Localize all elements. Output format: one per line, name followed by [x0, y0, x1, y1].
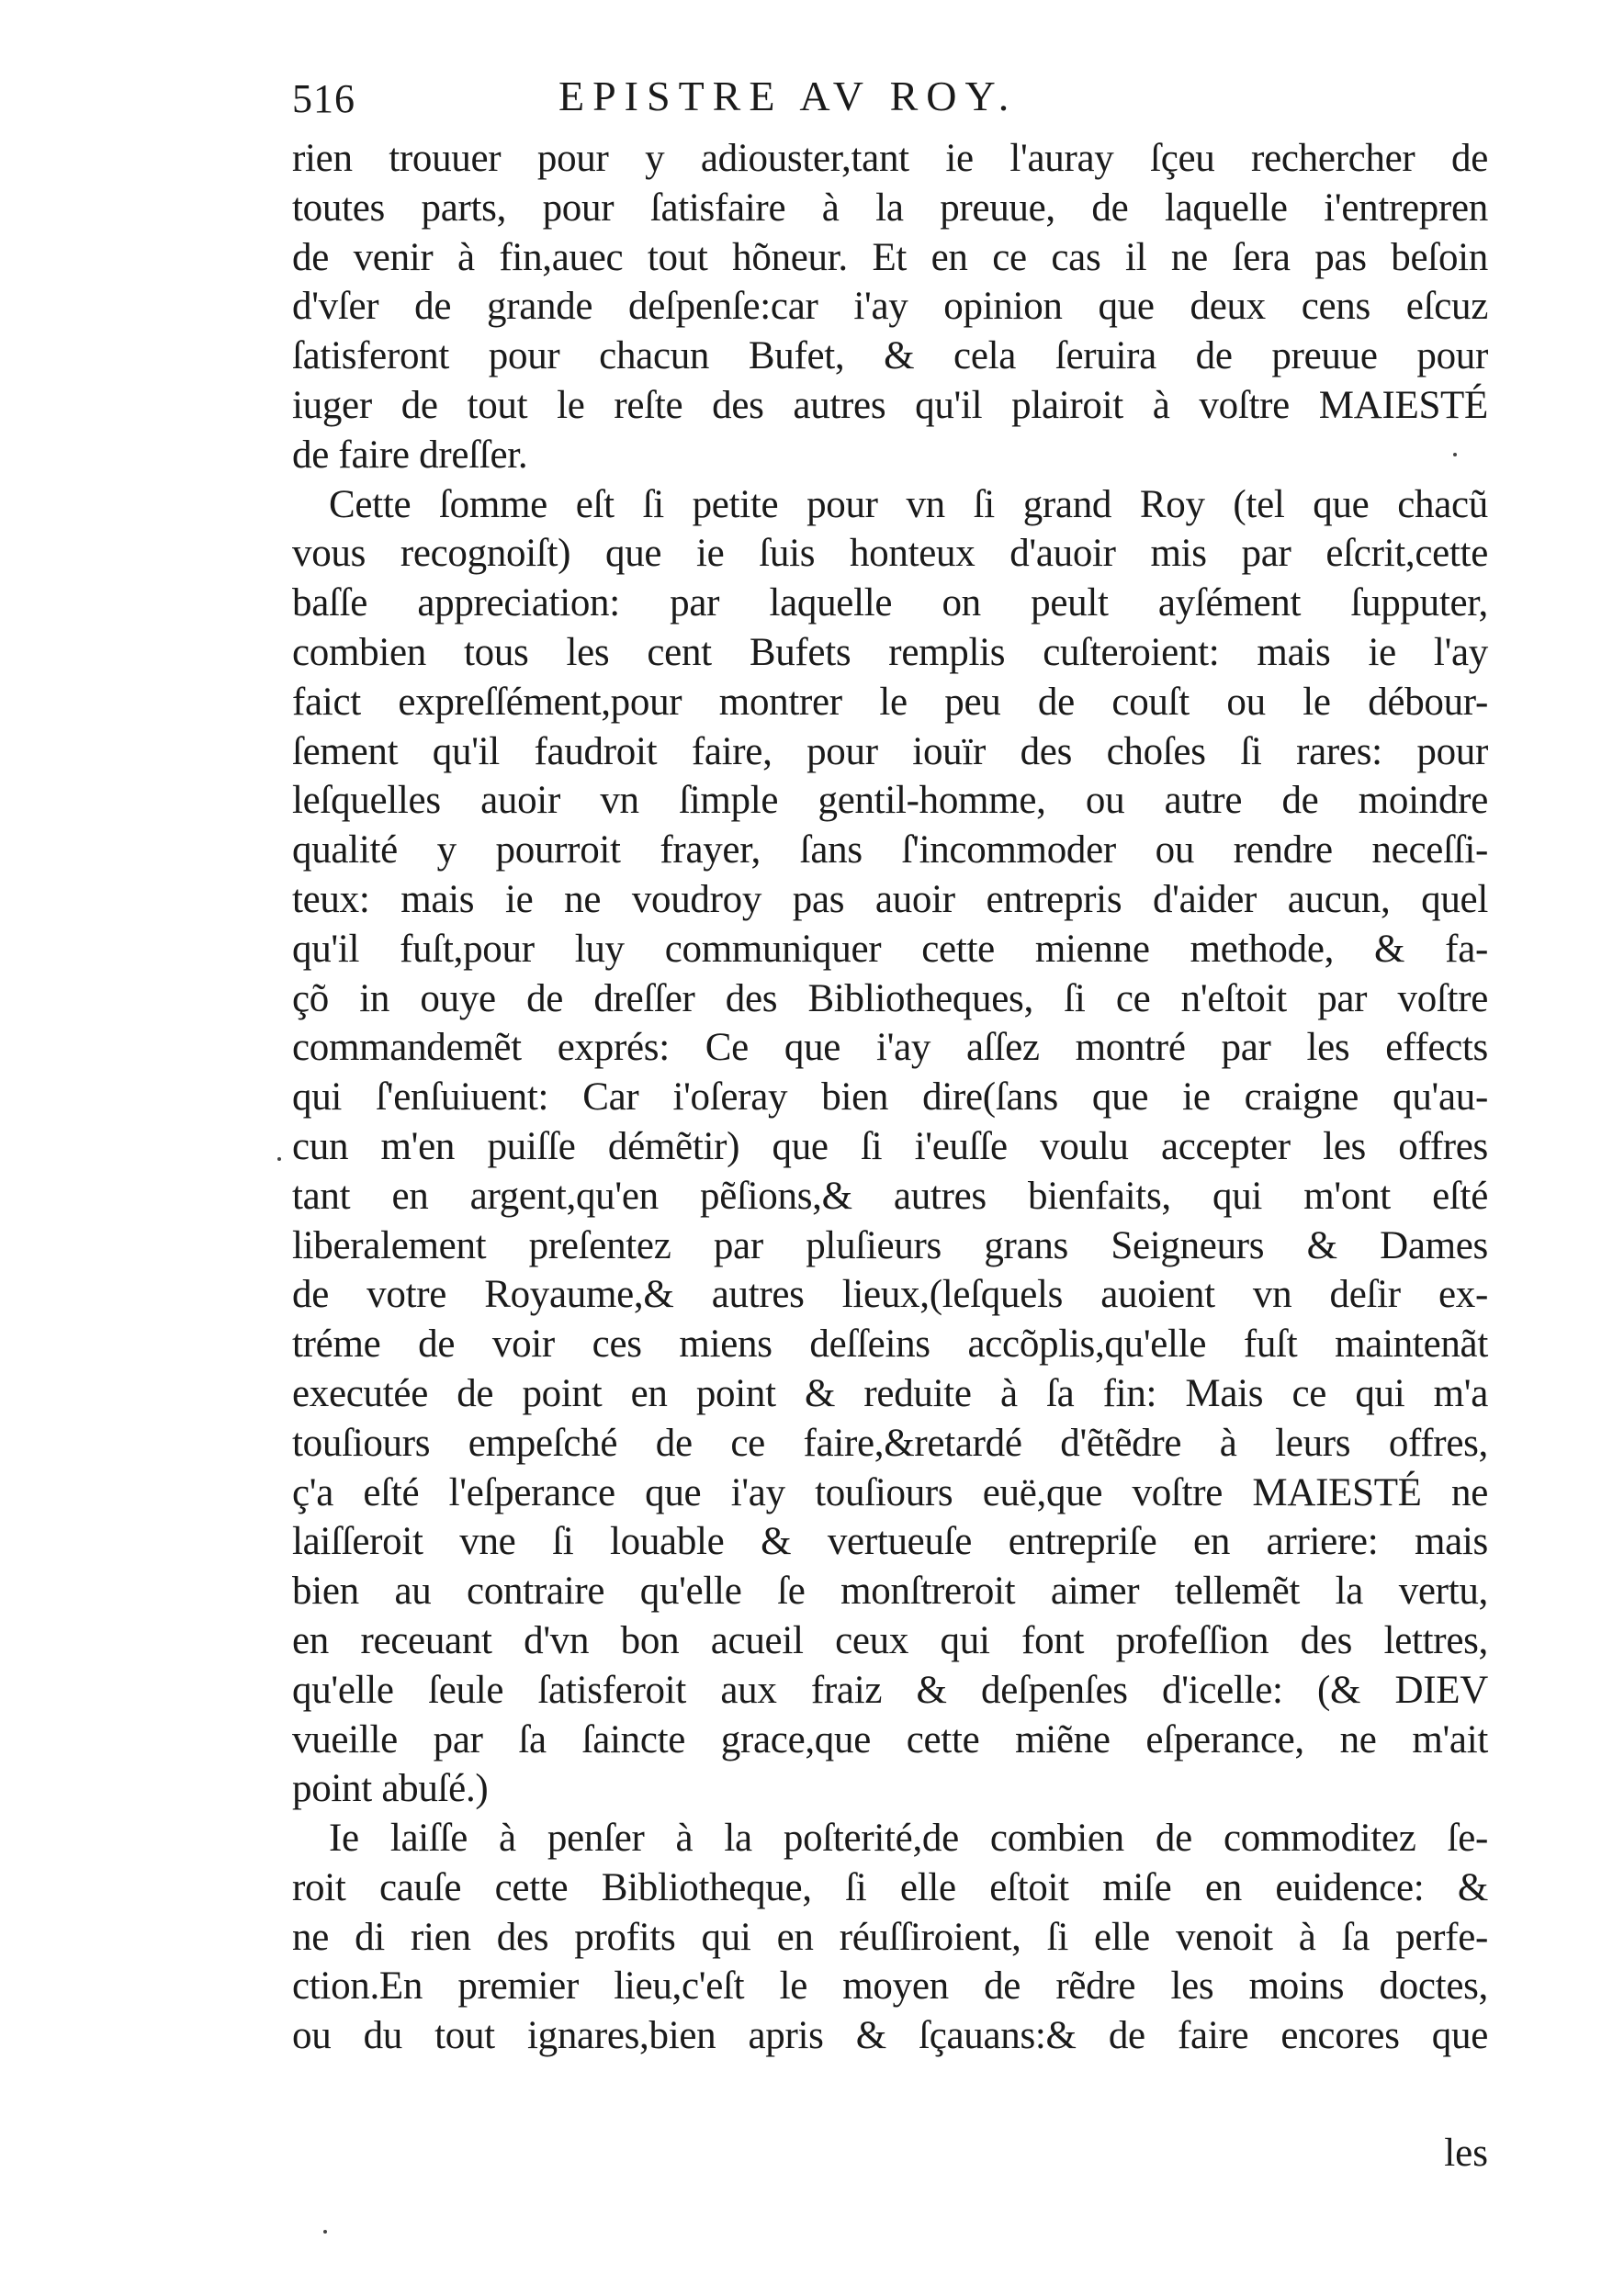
- text-line: qu'il fuſt,pour luy communiquer cette mienne methode, & fa-: [292, 927, 1488, 971]
- text-line: vueille par ſa ſaincte grace,que cette miẽne eſperance, ne m'ait: [292, 1717, 1488, 1761]
- text-line: iuger de tout le reſte des autres qu'il plairoit à voſtre MAIESTÉ: [292, 383, 1488, 427]
- text-line: roit cauſe cette Bibliotheque, ſi elle eſtoit miſe en euidence: &: [292, 1865, 1488, 1909]
- text-line: touſiours empeſché de ce faire,&retardé d'ẽtẽdre à leurs offres,: [292, 1421, 1488, 1465]
- text-line: tant en argent,qu'en pẽſions,& autres bienfaits, qui m'ont eſté: [292, 1174, 1488, 1218]
- text-line: point abuſé.): [292, 1767, 489, 1811]
- paragraph-first-line: Ie laiſſe à penſer à la poſterité,de combien de commoditez ſe-: [329, 1817, 1488, 1861]
- text-line: combien tous les cent Bufets remplis cuſteroient: mais ie l'ay: [292, 630, 1488, 674]
- catchword: les: [1444, 2132, 1488, 2175]
- text-line: qu'elle ſeule ſatisferoit aux fraiz & deſpenſes d'icelle: (& DIEV: [292, 1668, 1488, 1712]
- text-line: de faire dreſſer.: [292, 433, 528, 477]
- text-line: qualité y pourroit frayer, ſans ſ'incommoder ou rendre neceſſi-: [292, 828, 1488, 872]
- text-line: ç'a eſté l'eſperance que i'ay touſiours euë,que voſtre MAIESTÉ ne: [292, 1470, 1488, 1514]
- text-line: en receuant d'vn bon acueil ceux qui font profeſſion des lettres,: [292, 1618, 1488, 1662]
- text-line: toutes parts, pour ſatisfaire à la preuue, de laquelle i'entrepren: [292, 186, 1488, 230]
- text-line: de votre Royaume,& autres lieux,(leſquels auoient vn deſir ex-: [292, 1273, 1488, 1317]
- text-line: commandemẽt exprés: Ce que i'ay aſſez montré par les effects: [292, 1026, 1488, 1070]
- text-line: teux: mais ie ne voudroy pas auoir entrepris d'aider aucun, quel: [292, 877, 1488, 921]
- text-line: ou du tout ignares,bien apris & ſçauans:& de faire encores que: [292, 2014, 1488, 2058]
- text-line: d'vſer de grande deſpenſe:car i'ay opinion que deux cens eſcuz: [292, 285, 1488, 329]
- page-header: [292, 72, 1486, 136]
- running-head: EPISTRE AV ROY.: [558, 73, 1018, 119]
- text-line: tréme de voir ces miens deſſeins accõplis,qu'elle fuſt maintenãt: [292, 1322, 1488, 1367]
- text-line: liberalement preſentez par pluſieurs grans Seigneurs & Dames: [292, 1223, 1488, 1267]
- text-line: rien trouuer pour y adiouster,tant ie l'auray ſçeu rechercher de: [292, 137, 1488, 180]
- text-line: ſement qu'il faudroit faire, pour iouïr des choſes ſi rares: pour: [292, 729, 1488, 773]
- text-line: de venir à fin,auec tout hõneur. Et en ce cas il ne ſera pas beſoin: [292, 235, 1488, 279]
- paragraph-first-line: Cette ſomme eſt ſi petite pour vn ſi grand Roy (tel que chacũ: [329, 482, 1488, 526]
- text-line: ſatisferont pour chacun Bufet, & cela ſeruira de preuue pour: [292, 334, 1488, 378]
- text-line: ction.En premier lieu,c'eſt le moyen de rẽdre les moins doctes,: [292, 1964, 1488, 2009]
- text-line: vous recognoiſt) que ie ſuis honteux d'auoir mis par eſcrit,cette: [292, 532, 1488, 576]
- body-text: [292, 134, 1488, 2061]
- ink-speck: [277, 1157, 281, 1161]
- text-line: faict expreſſément,pour montrer le peu de couſt ou le débour-: [292, 680, 1488, 724]
- text-line: ne di rien des profits qui en réuſſiroient, ſi elle venoit à ſa perfe-: [292, 1915, 1488, 1959]
- text-line: baſſe appreciation: par laquelle on peult ayſément ſupputer,: [292, 581, 1488, 625]
- text-line: qui ſ'enſuiuent: Car i'oſeray bien dire(ſans que ie craigne qu'au-: [292, 1075, 1488, 1120]
- text-line: leſquelles auoir vn ſimple gentil-homme, ou autre de moindre: [292, 779, 1488, 823]
- text-line: bien au contraire qu'elle ſe monſtreroit aimer tellemẽt la vertu,: [292, 1570, 1488, 1614]
- ink-speck: [323, 2230, 327, 2234]
- text-line: laiſſeroit vne ſi louable & vertueuſe entrepriſe en arriere: mais: [292, 1520, 1488, 1564]
- ink-speck: [1453, 453, 1457, 456]
- page-number: 516: [292, 76, 355, 121]
- text-line: cun m'en puiſſe démẽtir) que ſi i'euſſe voulu accepter les offres: [292, 1124, 1488, 1168]
- text-line: çõ in ouye de dreſſer des Bibliotheques, ſi ce n'eſtoit par voſtre: [292, 976, 1488, 1020]
- text-line: executée de point en point & reduite à ſa fin: Mais ce qui m'a: [292, 1371, 1488, 1415]
